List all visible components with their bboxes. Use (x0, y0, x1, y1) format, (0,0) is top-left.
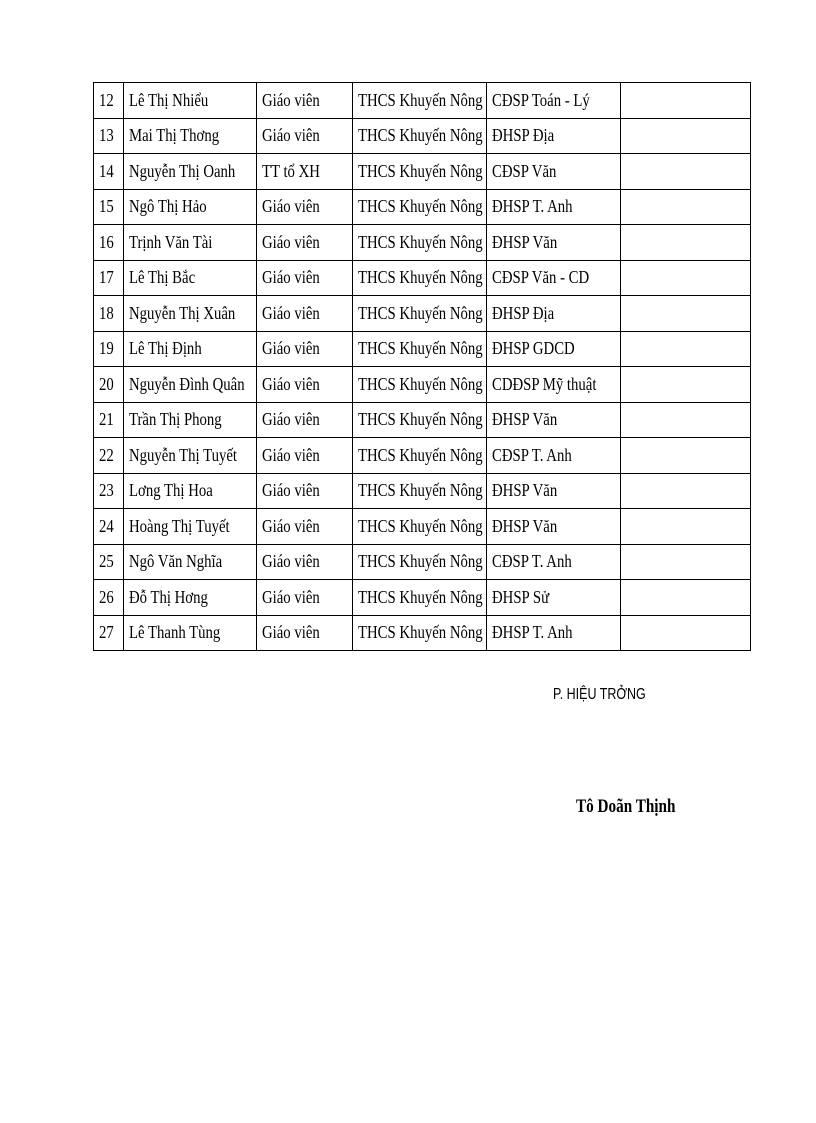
row-number-cell (94, 189, 124, 225)
staff-unit: THCS Khuyến Nông (358, 89, 483, 110)
staff-position: Giáo viên (262, 586, 320, 607)
staff-name: Lê Thị Nhiểu (129, 89, 209, 110)
staff-name-cell (124, 189, 257, 225)
staff-position-cell (257, 296, 353, 332)
row-number: 22 (99, 444, 114, 465)
staff-name-cell (124, 367, 257, 403)
table-row (94, 473, 751, 509)
staff-qualification: ĐHSP Địa (492, 302, 555, 323)
staff-unit-cell (353, 331, 487, 367)
staff-name: Trần Thị Phong (129, 409, 222, 430)
staff-qualification: ĐHSP Văn (492, 231, 558, 252)
signer-name: Tô Doãn Thịnh (576, 796, 676, 817)
staff-position: Giáo viên (262, 622, 320, 643)
table-row (94, 189, 751, 225)
staff-position-cell (257, 260, 353, 296)
staff-name-cell (124, 296, 257, 332)
staff-position-cell (257, 473, 353, 509)
row-number: 13 (99, 125, 114, 146)
staff-name-cell (124, 580, 257, 616)
staff-qualification: CĐSP Toán - Lý (492, 89, 590, 110)
staff-position-cell (257, 225, 353, 261)
row-number: 26 (99, 586, 114, 607)
table-row (94, 509, 751, 545)
row-number-cell (94, 544, 124, 580)
staff-unit: THCS Khuyến Nông (358, 267, 483, 288)
staff-position: Giáo viên (262, 125, 320, 146)
staff-name: Lơng Thị Hoa (129, 480, 213, 501)
staff-note-cell (621, 83, 751, 119)
staff-note-cell (621, 367, 751, 403)
staff-position-cell (257, 544, 353, 580)
staff-name-cell (124, 331, 257, 367)
staff-position: Giáo viên (262, 196, 320, 217)
staff-position: Giáo viên (262, 515, 320, 536)
staff-qualification: ĐHSP T. Anh (492, 622, 573, 643)
row-number-cell (94, 331, 124, 367)
staff-position-cell (257, 438, 353, 474)
staff-unit-cell (353, 189, 487, 225)
staff-position-cell (257, 118, 353, 154)
staff-qualification: ĐHSP Văn (492, 480, 558, 501)
staff-qualification-cell (487, 331, 621, 367)
staff-qualification-cell (487, 118, 621, 154)
staff-qualification: CĐSP Văn - CD (492, 267, 590, 288)
row-number-cell (94, 438, 124, 474)
row-number: 19 (99, 338, 114, 359)
staff-position-cell (257, 154, 353, 190)
staff-name-cell (124, 225, 257, 261)
row-number-cell (94, 118, 124, 154)
staff-name: Nguyễn Thị Tuyết (129, 444, 237, 465)
staff-unit: THCS Khuyến Nông (358, 196, 483, 217)
row-number: 14 (99, 160, 114, 181)
staff-unit: THCS Khuyến Nông (358, 480, 483, 501)
staff-name: Ngô Văn Nghĩa (129, 551, 223, 572)
table-row (94, 367, 751, 403)
staff-qualification-cell (487, 154, 621, 190)
staff-note-cell (621, 580, 751, 616)
staff-name: Đỗ Thị Hơng (129, 586, 208, 607)
staff-note-cell (621, 402, 751, 438)
row-number: 25 (99, 551, 114, 572)
staff-position: Giáo viên (262, 231, 320, 252)
staff-note-cell (621, 118, 751, 154)
staff-name: Lê Thanh Tùng (129, 622, 221, 643)
staff-name-cell (124, 473, 257, 509)
row-number: 21 (99, 409, 114, 430)
row-number-cell (94, 296, 124, 332)
staff-position: Giáo viên (262, 89, 320, 110)
staff-qualification-cell (487, 367, 621, 403)
staff-position-cell (257, 580, 353, 616)
staff-unit: THCS Khuyến Nông (358, 444, 483, 465)
staff-qualification-cell (487, 260, 621, 296)
staff-name-cell (124, 509, 257, 545)
staff-unit-cell (353, 296, 487, 332)
table-row (94, 225, 751, 261)
staff-unit: THCS Khuyến Nông (358, 373, 483, 394)
row-number: 20 (99, 373, 114, 394)
staff-unit: THCS Khuyến Nông (358, 551, 483, 572)
staff-name-cell (124, 544, 257, 580)
staff-name: Trịnh Văn Tài (129, 231, 213, 252)
staff-unit-cell (353, 580, 487, 616)
staff-table-body (94, 83, 751, 651)
staff-name-cell (124, 438, 257, 474)
staff-qualification-cell (487, 580, 621, 616)
staff-note-cell (621, 296, 751, 332)
table-row (94, 296, 751, 332)
staff-position: Giáo viên (262, 409, 320, 430)
staff-name: Lê Thị Định (129, 338, 202, 359)
staff-unit-cell (353, 118, 487, 154)
table-row (94, 615, 751, 651)
staff-unit-cell (353, 154, 487, 190)
staff-position: Giáo viên (262, 338, 320, 359)
row-number-cell (94, 367, 124, 403)
staff-qualification: ĐHSP Địa (492, 125, 555, 146)
staff-note-cell (621, 438, 751, 474)
row-number: 15 (99, 196, 114, 217)
row-number: 12 (99, 89, 114, 110)
staff-position: Giáo viên (262, 267, 320, 288)
table-row (94, 402, 751, 438)
table-row (94, 544, 751, 580)
staff-unit: THCS Khuyến Nông (358, 231, 483, 252)
staff-qualification-cell (487, 225, 621, 261)
staff-qualification: ĐHSP GDCD (492, 338, 575, 359)
row-number-cell (94, 580, 124, 616)
staff-position-cell (257, 189, 353, 225)
staff-qualification-cell (487, 544, 621, 580)
staff-qualification: ĐHSP Văn (492, 515, 558, 536)
table-row (94, 331, 751, 367)
staff-name-cell (124, 118, 257, 154)
staff-name: Nguyễn Thị Xuân (129, 302, 236, 323)
table-row (94, 438, 751, 474)
staff-qualification: CĐSP T. Anh (492, 551, 572, 572)
staff-table (93, 82, 751, 651)
staff-note-cell (621, 154, 751, 190)
staff-unit: THCS Khuyến Nông (358, 586, 483, 607)
row-number-cell (94, 402, 124, 438)
table-row (94, 118, 751, 154)
staff-note-cell (621, 189, 751, 225)
row-number-cell (94, 225, 124, 261)
staff-unit-cell (353, 544, 487, 580)
staff-position-cell (257, 509, 353, 545)
staff-qualification: CĐSP Văn (492, 160, 557, 181)
staff-unit: THCS Khuyến Nông (358, 302, 483, 323)
staff-qualification: CĐSP T. Anh (492, 444, 572, 465)
table-row (94, 154, 751, 190)
staff-unit-cell (353, 438, 487, 474)
staff-qualification-cell (487, 296, 621, 332)
staff-position: Giáo viên (262, 373, 320, 394)
row-number-cell (94, 83, 124, 119)
staff-note-cell (621, 260, 751, 296)
staff-qualification-cell (487, 473, 621, 509)
table-row (94, 260, 751, 296)
staff-unit-cell (353, 473, 487, 509)
row-number: 16 (99, 231, 114, 252)
staff-position-cell (257, 83, 353, 119)
staff-unit-cell (353, 83, 487, 119)
staff-name: Nguyễn Đình Quân (129, 373, 245, 394)
staff-name: Hoàng Thị Tuyết (129, 515, 230, 536)
staff-unit-cell (353, 615, 487, 651)
table-row (94, 580, 751, 616)
row-number: 18 (99, 302, 114, 323)
staff-unit-cell (353, 509, 487, 545)
staff-qualification: ĐHSP T. Anh (492, 196, 573, 217)
row-number: 24 (99, 515, 114, 536)
row-number: 17 (99, 267, 114, 288)
row-number-cell (94, 154, 124, 190)
staff-unit: THCS Khuyến Nông (358, 160, 483, 181)
staff-qualification: ĐHSP Văn (492, 409, 558, 430)
staff-unit: THCS Khuyến Nông (358, 338, 483, 359)
staff-name: Nguyễn Thị Oanh (129, 160, 236, 181)
staff-name-cell (124, 402, 257, 438)
row-number-cell (94, 260, 124, 296)
staff-name: Mai Thị Thơng (129, 125, 220, 146)
row-number: 23 (99, 480, 114, 501)
row-number-cell (94, 509, 124, 545)
staff-position: Giáo viên (262, 444, 320, 465)
staff-position: Giáo viên (262, 480, 320, 501)
staff-unit-cell (353, 225, 487, 261)
staff-qualification-cell (487, 615, 621, 651)
staff-position-cell (257, 331, 353, 367)
staff-note-cell (621, 225, 751, 261)
staff-qualification-cell (487, 438, 621, 474)
staff-position-cell (257, 367, 353, 403)
staff-unit: THCS Khuyến Nông (358, 515, 483, 536)
staff-name-cell (124, 83, 257, 119)
staff-qualification: CDĐSP Mỹ thuật (492, 373, 597, 394)
staff-position: Giáo viên (262, 302, 320, 323)
staff-position: TT tổ XH (262, 160, 320, 181)
staff-name-cell (124, 260, 257, 296)
staff-unit-cell (353, 402, 487, 438)
staff-name: Ngô Thị Hảo (129, 196, 207, 217)
staff-position-cell (257, 402, 353, 438)
table-row (94, 83, 751, 119)
staff-name-cell (124, 615, 257, 651)
row-number-cell (94, 473, 124, 509)
staff-note-cell (621, 544, 751, 580)
staff-name-cell (124, 154, 257, 190)
staff-qualification: ĐHSP Sử (492, 586, 550, 607)
staff-name: Lê Thị Bắc (129, 267, 196, 288)
signer-title: P. HIỆU TRỞNG (553, 686, 646, 703)
staff-unit: THCS Khuyến Nông (358, 125, 483, 146)
staff-unit-cell (353, 367, 487, 403)
staff-unit: THCS Khuyến Nông (358, 409, 483, 430)
staff-position: Giáo viên (262, 551, 320, 572)
staff-qualification-cell (487, 189, 621, 225)
staff-position-cell (257, 615, 353, 651)
row-number: 27 (99, 622, 114, 643)
staff-qualification-cell (487, 509, 621, 545)
staff-unit-cell (353, 260, 487, 296)
staff-note-cell (621, 331, 751, 367)
staff-note-cell (621, 473, 751, 509)
row-number-cell (94, 615, 124, 651)
staff-qualification-cell (487, 83, 621, 119)
staff-qualification-cell (487, 402, 621, 438)
staff-note-cell (621, 509, 751, 545)
staff-unit: THCS Khuyến Nông (358, 622, 483, 643)
staff-note-cell (621, 615, 751, 651)
